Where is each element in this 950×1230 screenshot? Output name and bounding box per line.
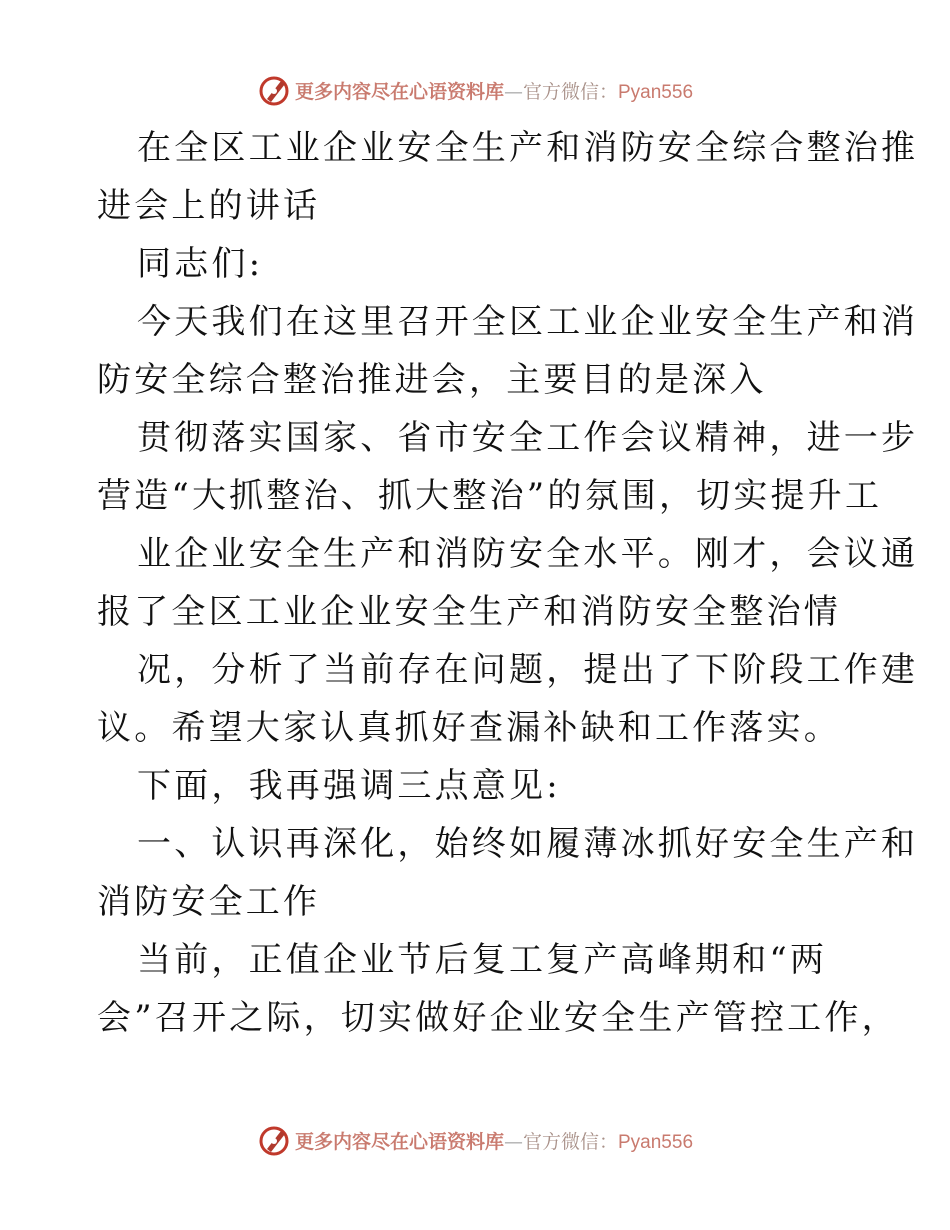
watermark-wechat-id: Pyan556 xyxy=(618,1131,694,1153)
pen-logo-icon xyxy=(257,73,291,107)
text-line: 下面，我再强调三点意见: xyxy=(137,766,561,806)
text-line: 今天我们在这里召开全区工业企业安全生产和消 xyxy=(137,302,919,342)
watermark-sub-text: 官方微信： xyxy=(522,80,618,103)
text-line: 一、认识再深化，始终如履薄冰抓好安全生产和 xyxy=(137,824,919,864)
text-line: 当前，正值企业节后复工复产高峰期和“两 xyxy=(137,940,828,980)
text-line: 消防安全工作 xyxy=(97,882,321,922)
text-line: 报了全区工业企业安全生产和消防安全整治情 xyxy=(97,592,841,632)
watermark-dash: — xyxy=(503,1130,523,1153)
watermark-main-text: 更多内容尽在心语资料库 xyxy=(294,1130,504,1153)
text-line: 议。希望大家认真抓好查漏补缺和工作落实。 xyxy=(97,708,841,748)
text-line: 进会上的讲话 xyxy=(97,186,321,226)
text-line: 营造“大抓整治、抓大整治”的氛围，切实提升工 xyxy=(97,476,883,516)
pen-logo-icon xyxy=(257,1123,291,1157)
text-line: 贯彻落实国家、省市安全工作会议精神，进一步 xyxy=(137,418,919,458)
text-line: 业企业安全生产和消防安全水平。刚才，会议通 xyxy=(137,534,919,574)
text-line: 同志们: xyxy=(137,244,264,284)
watermark-main-text: 更多内容尽在心语资料库 xyxy=(294,80,504,103)
text-line: 防安全综合整治推进会，主要目的是深入 xyxy=(97,360,767,400)
watermark-dash: — xyxy=(503,80,523,103)
header-watermark xyxy=(0,70,950,110)
text-line: 况，分析了当前存在问题，提出了下阶段工作建 xyxy=(137,650,919,690)
text-line: 会”召开之际，切实做好企业安全生产管控工作， xyxy=(97,998,899,1038)
text-line: 在全区工业企业安全生产和消防安全综合整治推 xyxy=(137,128,919,168)
watermark-wechat-id: Pyan556 xyxy=(618,81,694,103)
watermark-sub-text: 官方微信： xyxy=(522,1130,618,1153)
footer-watermark xyxy=(0,1120,950,1160)
document-body xyxy=(97,119,919,1047)
